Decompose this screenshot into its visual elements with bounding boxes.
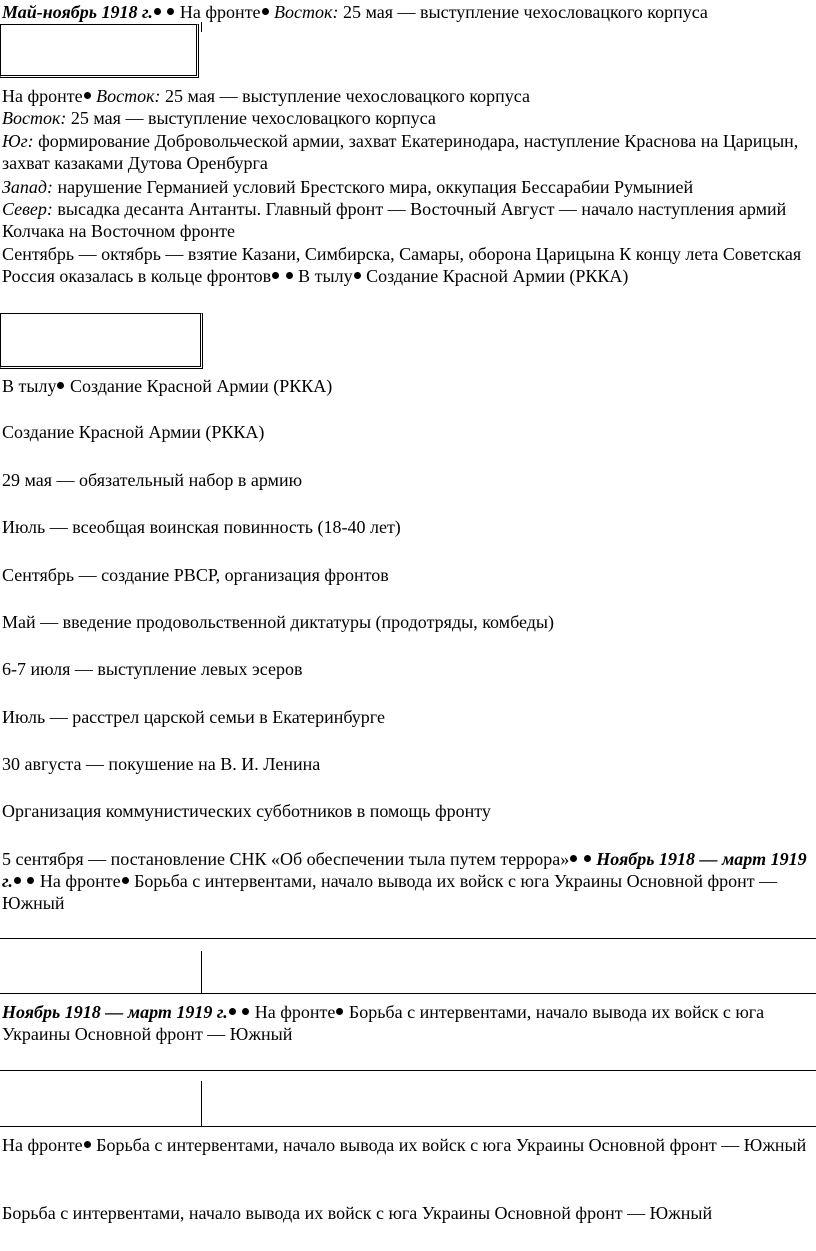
bullet-icon <box>57 382 64 389</box>
final-paragraph: Борьба с интервентами, начало вывода их войск с юга Украины Основной фронт — Южный <box>2 1203 713 1223</box>
decree-paragraph: 5 сентября — постановление СНК «Об обеспечении тыла путем террора» Ноябрь 1918 — март 1919 г. На фронте Борьба с интервентами, начало вывода их войск с юга Украины Основной фронт — Южный <box>2 849 807 913</box>
front-paragraph: На фронте Борьба с интервентами, начало вывода их войск с юга Украины Основной фронт — Южный <box>2 1135 807 1155</box>
rear-heading: В тылу Создание Красной Армии (РККА) <box>2 376 333 396</box>
bullet-icon <box>570 855 577 862</box>
list-item: 29 мая — обязательный набор в армию <box>2 470 303 490</box>
south-paragraph: Юг: формирование Добровольческой армии, захват Екатеринодара, наступление Краснова на Царицын, захват казаками Дутова Оренбурга <box>2 131 799 173</box>
east-line: Восток: 25 мая — выступление чехословацкого корпуса <box>2 108 436 128</box>
bullet-icon <box>354 272 361 279</box>
bullet-icon <box>27 877 34 884</box>
bullet-icon <box>242 1008 249 1015</box>
bullet-icon <box>272 272 279 279</box>
bullet-icon <box>229 1008 236 1015</box>
heading-may-november-1918: Май-ноябрь 1918 г. На фронте Восток: 25 мая — выступление чехословацкого корпуса <box>2 2 708 22</box>
list-item: 30 августа — покушение на В. И. Ленина <box>2 754 321 774</box>
table-rule <box>0 993 816 994</box>
table-rule <box>0 1070 816 1071</box>
bullet-icon <box>84 92 91 99</box>
september-paragraph: Сентябрь — октябрь — взятие Казани, Симбирска, Самары, оборона Царицына К концу лета Советская Россия оказалась в кольце фронтов В тылу Создание Красной Армии (РККА) <box>2 244 802 286</box>
bullet-icon <box>584 855 591 862</box>
list-item: Организация коммунистических субботников в помощь фронту <box>2 801 491 821</box>
list-item: 6-7 июля — выступление левых эсеров <box>2 659 303 679</box>
empty-table-cell <box>0 24 199 78</box>
bullet-icon <box>167 8 174 15</box>
list-item: Июль — расстрел царской семьи в Екатеринбурге <box>2 707 385 727</box>
table-rule <box>0 938 816 939</box>
rkka-heading: Создание Красной Армии (РККА) <box>2 422 265 442</box>
front-east-line: На фронте Восток: 25 мая — выступление чехословацкого корпуса <box>2 86 531 106</box>
west-line: Запад: нарушение Германией условий Брестского мира, оккупация Бессарабии Румынией <box>2 177 694 197</box>
list-item: Июль — всеобщая воинская повинность (18-40 лет) <box>2 517 401 537</box>
empty-table-cell <box>0 313 203 369</box>
bullet-icon <box>336 1008 343 1015</box>
bullet-icon <box>122 877 129 884</box>
bullet-icon <box>262 8 269 15</box>
bullet-icon <box>84 1141 91 1148</box>
list-item: Сентябрь — создание РВСР, организация фронтов <box>2 565 389 585</box>
divider <box>201 22 202 32</box>
november-march-paragraph: Ноябрь 1918 — март 1919 г. На фронте Борьба с интервентами, начало вывода их войск с юга Украины Основной фронт — Южный <box>2 1002 765 1044</box>
north-paragraph: Север: высадка десанта Антанты. Главный фронт — Восточный Август — начало наступления армий Колчака на Восточном фронте <box>2 199 787 241</box>
bullet-icon <box>154 8 161 15</box>
divider <box>201 1081 202 1127</box>
divider <box>201 951 202 994</box>
bullet-icon <box>286 272 293 279</box>
table-rule <box>0 1126 816 1127</box>
list-item: Май — введение продовольственной диктатуры (продотряды, комбеды) <box>2 612 554 632</box>
bullet-icon <box>14 877 21 884</box>
